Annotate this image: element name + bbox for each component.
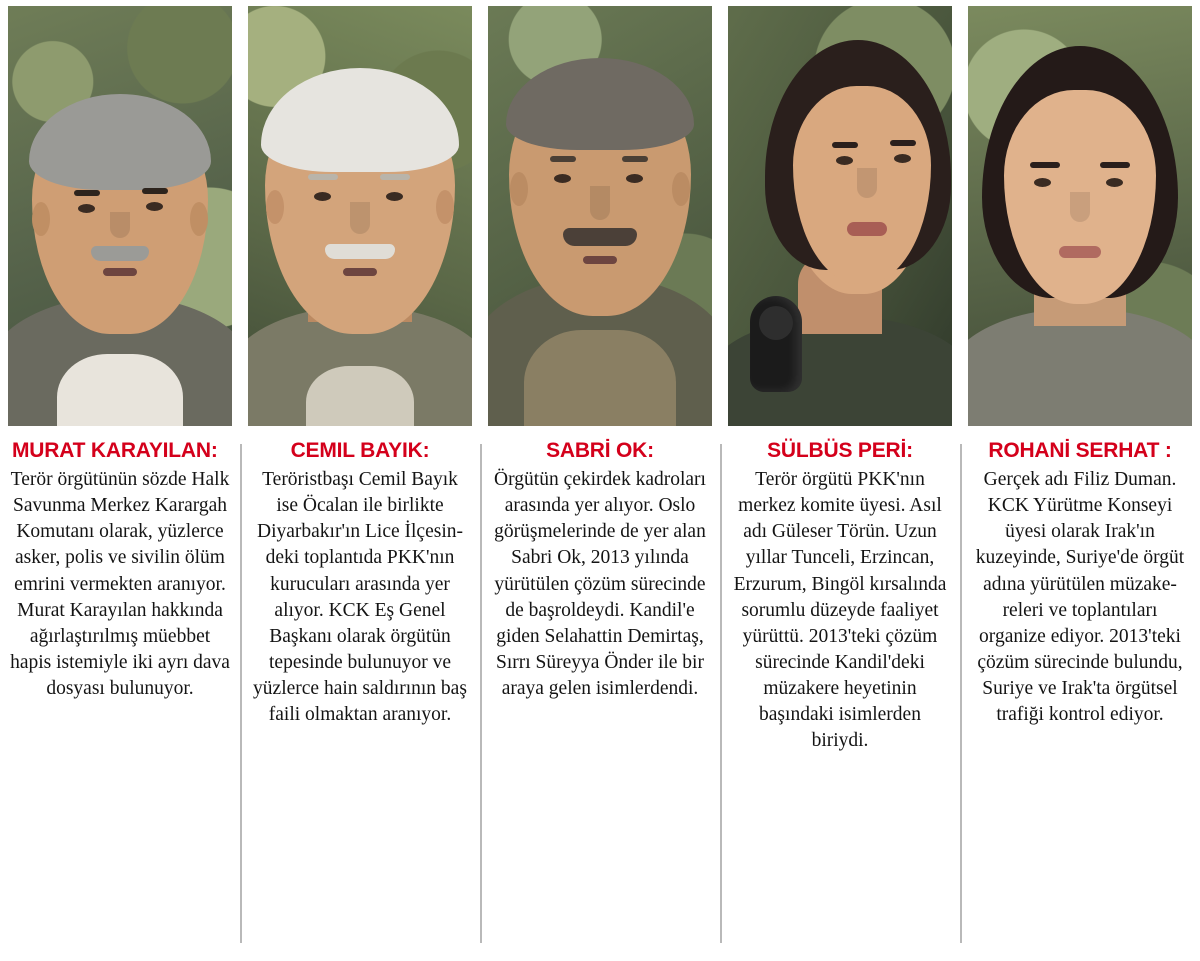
eyebrow-left [1030, 162, 1060, 168]
nose [857, 168, 877, 198]
eyebrow-left [832, 142, 858, 148]
profile-card-cemil-bayik [240, 0, 480, 961]
portrait-photo-rohani-serhat [968, 6, 1192, 426]
eye-right [894, 154, 911, 163]
eyebrow-left [74, 190, 100, 196]
mouth [103, 268, 137, 276]
ear-left [510, 172, 528, 206]
nose [590, 186, 610, 220]
profile-card-sulbus-peri [720, 0, 960, 961]
eyebrow-left [308, 174, 338, 180]
eye-left [554, 174, 571, 183]
caption-sulbus-peri [720, 426, 960, 961]
caption-rohani-serhat [960, 426, 1200, 961]
profile-card-murat-karayilan [0, 0, 240, 961]
profile-card-sabri-ok [480, 0, 720, 961]
person-description: Örgütün çekirdek kadroları arasında yer alıyor. Oslo görüşmelerinde de yer alan Sabri Ok, 2013 yılında yürütülen çözüm sürecinde de başroldeydi. Kandil'e giden Selahattin Demirtaş, Sırrı Süreyya Önder ile bir araya gelen isimlerdendi. [494, 469, 706, 700]
person-description: Teröristbaşı Cemil Bayık ise Öcalan ile birlikte Diyarbakır'ın Lice İlçesindeki toplantıda PKK'nın kurucuları arasında yer alıyor. KCK Eş Genel Başkanı olarak örgütün tepesinde bulunuyor ve yüzlerce hain saldırının baş faili olmaktan aranıyor. [253, 469, 467, 726]
eyebrow-right [142, 188, 168, 194]
person-name: SABRİ OK: [546, 439, 654, 462]
caption-murat-karayilan [0, 426, 240, 961]
person-description: Terör örgütü PKK'nın merkez komite üyesi. Asıl adı Güleser Törün. Uzun yıllar Tunceli, Erzincan, Erzurum, Bingöl kırsalında sorumlu düzeyde faaliyet yürüttü. 2013'teki çözüm sürecinde Kandil'deki müzakere heyetinin başındaki isimlerden biriydi. [733, 469, 947, 752]
mouth [1059, 246, 1101, 258]
mustache [91, 246, 149, 261]
eyebrow-left [550, 156, 576, 162]
person-name: MURAT KARAYILAN: [12, 439, 218, 462]
mouth [847, 222, 887, 236]
nose [350, 202, 370, 234]
ear-right [190, 202, 208, 236]
portrait-photo-sulbus-peri [728, 6, 952, 426]
caption-sabri-ok [480, 426, 720, 961]
mustache [563, 228, 637, 246]
mouth [583, 256, 617, 264]
shirt-collar [306, 366, 414, 426]
eye-right [1106, 178, 1123, 187]
person-description: Gerçek adı Filiz Duman. KCK Yürütme Konseyi üyesi olarak Irak'ın kuzeyinde, Suriye'de örgüt adına yürütülen müzakereleri ve toplantıları organize ediyor. 2013'teki çözüm sürecinde bulundu, Suriye ve Irak'ta örgütsel trafiği kontrol ediyor. [975, 469, 1185, 726]
portrait-photo-cemil-bayik [248, 6, 472, 426]
eye-right [146, 202, 163, 211]
ear-left [32, 202, 50, 236]
person-description: Terör örgütünün sözde Halk Savunma Merkez Karargah Komutanı olarak, yüzlerce asker, polis ve sivilin ölüm emrini vermekten aranıyor. Murat Karayılan hakkında ağırlaştırılmış müebbet hapis istemiyle iki ayrı dava dosyası bulunuyor. [10, 469, 230, 700]
caption-cemil-bayik [240, 426, 480, 961]
person-name: SÜLBÜS PERİ: [767, 439, 913, 462]
eyebrow-right [622, 156, 648, 162]
ear-right [436, 190, 454, 224]
person-name: ROHANİ SERHAT : [988, 439, 1172, 462]
eyebrow-right [1100, 162, 1130, 168]
portrait-photo-murat-karayilan [8, 6, 232, 426]
shirt-collar [524, 330, 676, 426]
person-name: CEMIL BAYIK: [290, 439, 430, 462]
portrait-photo-sabri-ok [488, 6, 712, 426]
eye-right [386, 192, 403, 201]
nose [1070, 192, 1090, 222]
eye-right [626, 174, 643, 183]
eye-left [78, 204, 95, 213]
shirt-collar [57, 354, 182, 426]
eye-left [314, 192, 331, 201]
eye-left [1034, 178, 1051, 187]
ear-left [266, 190, 284, 224]
ear-right [672, 172, 690, 206]
eyebrow-right [380, 174, 410, 180]
mustache [325, 244, 395, 259]
microphone [750, 296, 802, 392]
nose [110, 212, 130, 238]
mouth [343, 268, 377, 276]
eye-left [836, 156, 853, 165]
profile-card-rohani-serhat [960, 0, 1200, 961]
eyebrow-right [890, 140, 916, 146]
